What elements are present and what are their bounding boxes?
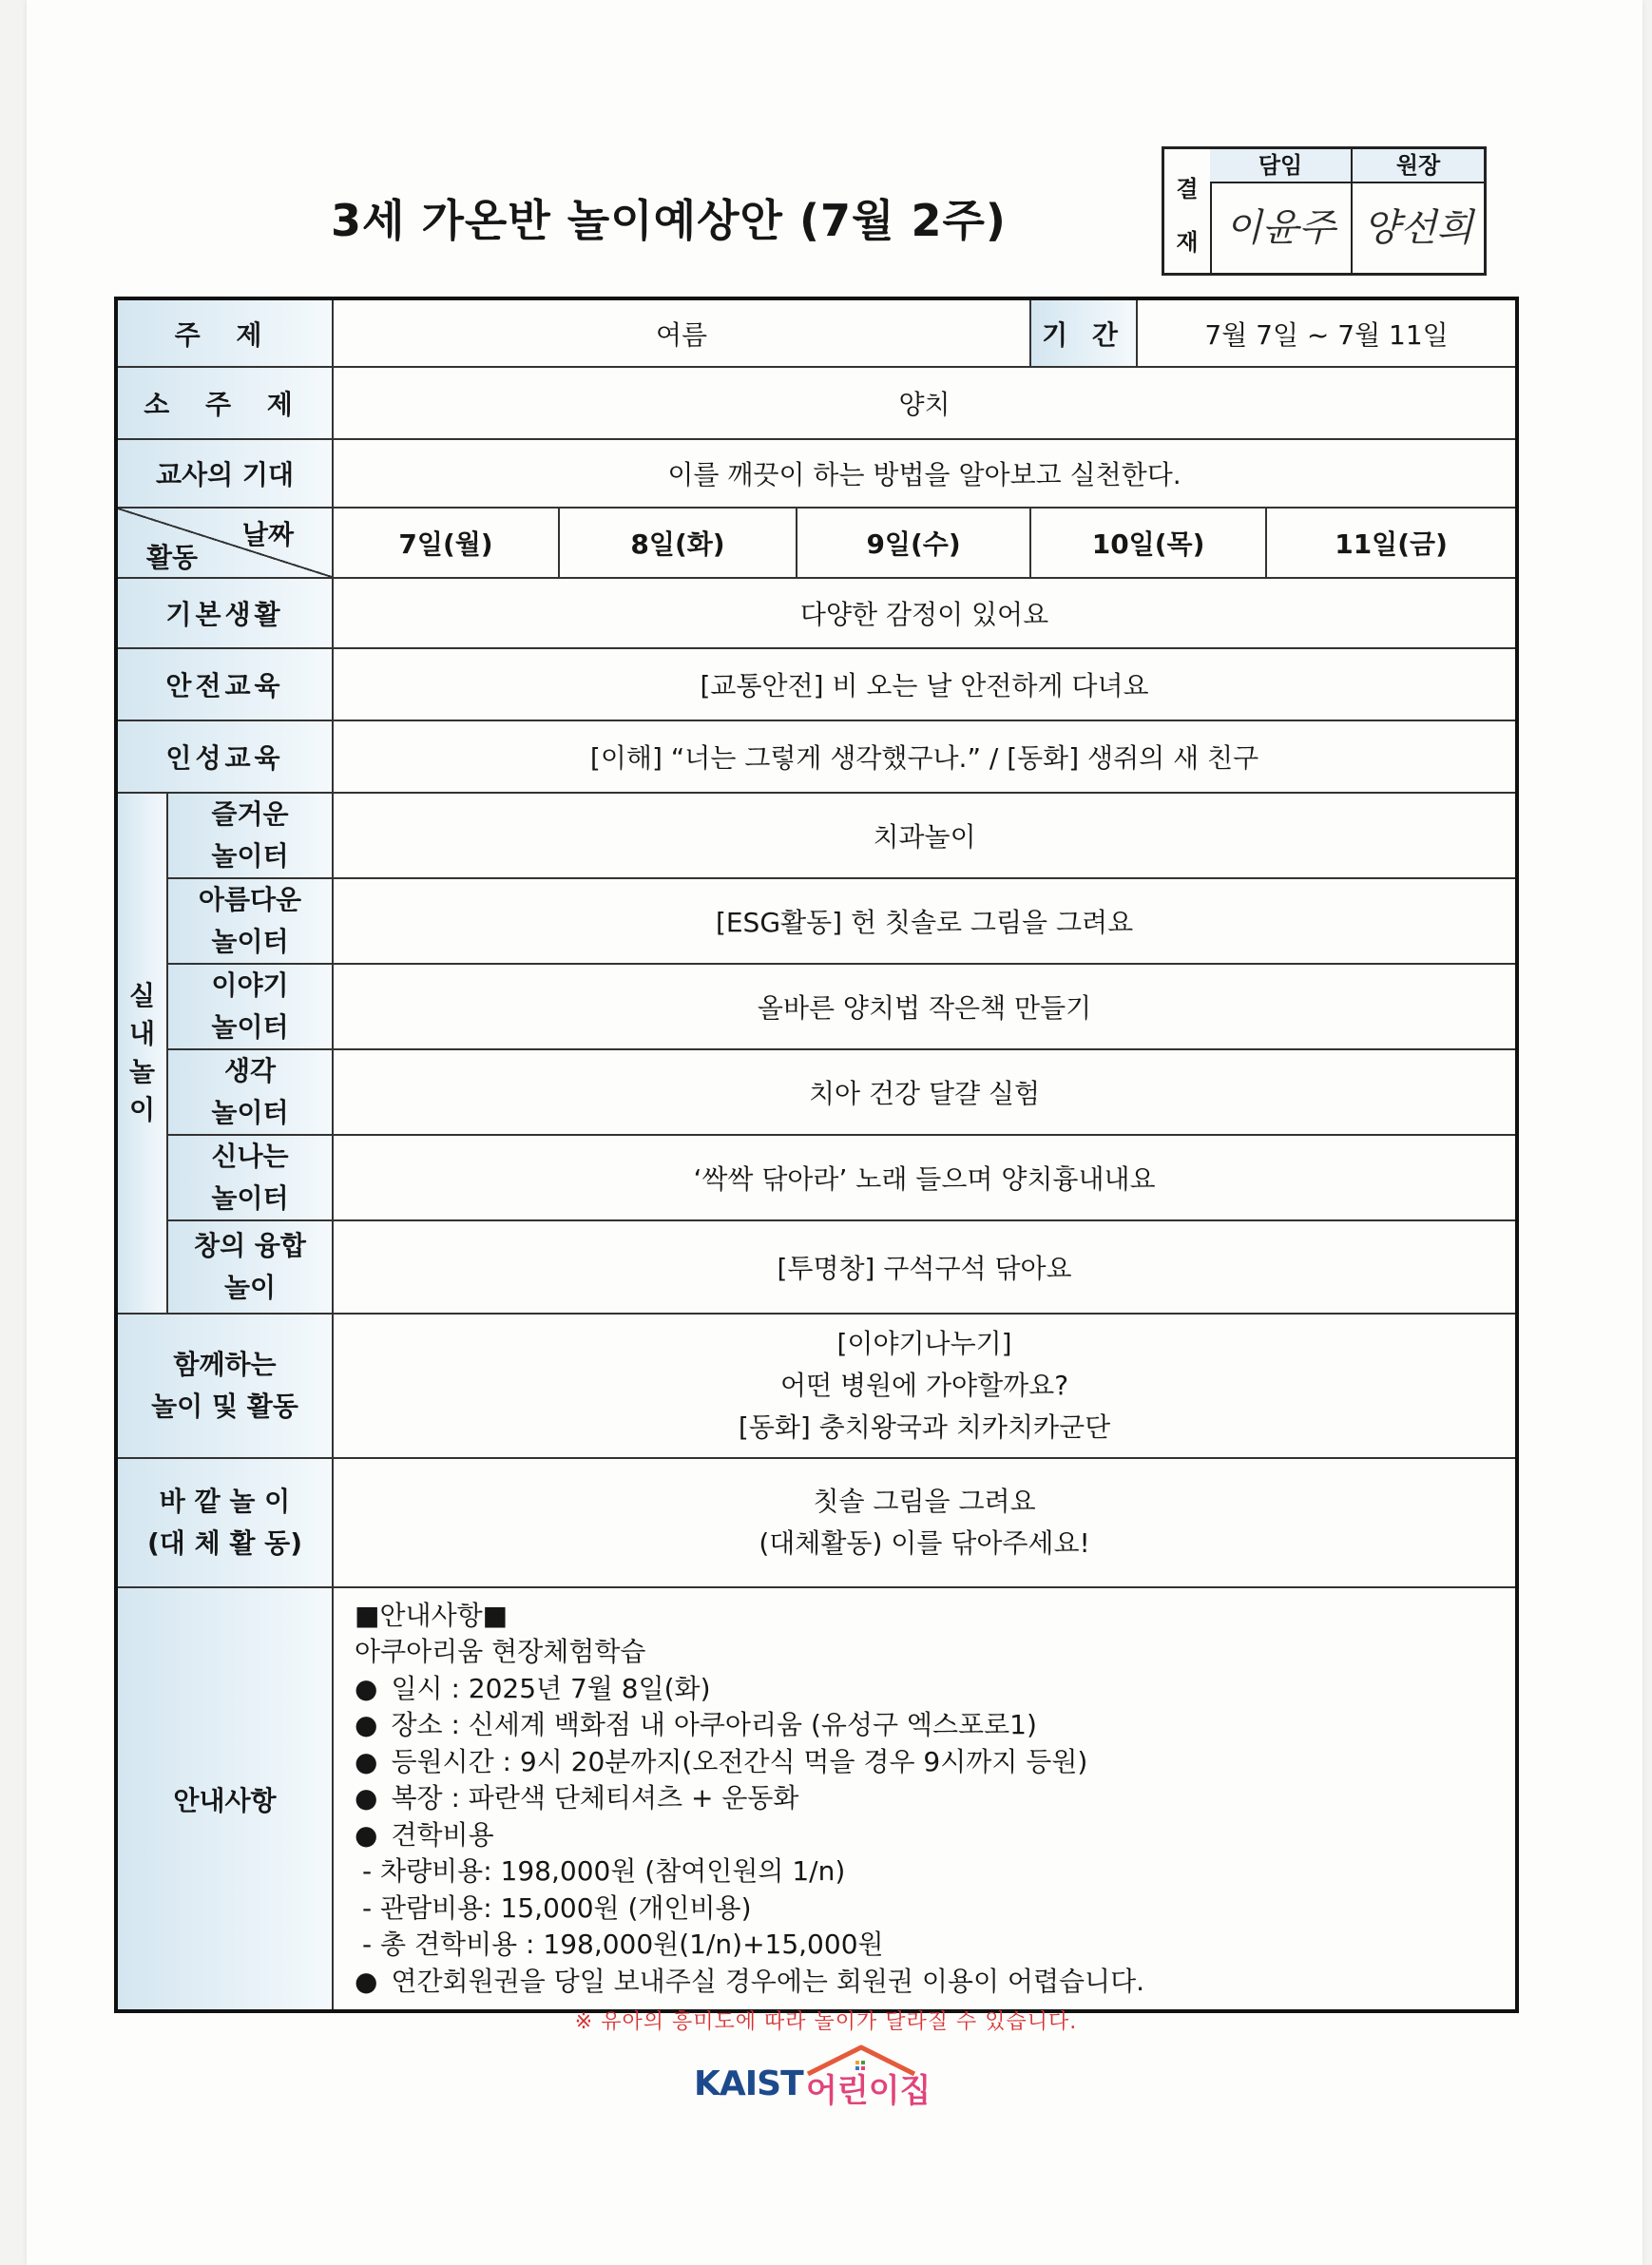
- theme-value: 여름: [333, 298, 1030, 367]
- notice-bullet: ● 견학비용: [355, 1817, 1494, 1854]
- approval-box: [1162, 146, 1487, 276]
- indoor-value-3: 올바른 양치법 작은책 만들기: [333, 964, 1517, 1049]
- date-row: [116, 508, 1517, 578]
- page-title: 3세 가온반 놀이예상안 (7월 2주): [331, 195, 1007, 246]
- notice-bullet: ● 연간회원권을 당일 보내주실 경우에는 회원권 이용이 어렵습니다.: [355, 1964, 1494, 2001]
- subtheme-label: 소 주 제: [116, 367, 333, 439]
- indoor-value-5: ‘싹싹 닦아라’ 노래 들으며 양치흉내내요: [333, 1135, 1517, 1220]
- date-header-cell: [116, 508, 333, 578]
- notice-bullet: ● 장소 : 신세계 백화점 내 아쿠아리움 (유성구 엑스포로1): [355, 1707, 1494, 1744]
- character-row: [116, 720, 1517, 793]
- theme-label: 주 제: [116, 298, 333, 367]
- indoor-label: 실 내 놀 이: [116, 793, 167, 1314]
- outdoor-row: [116, 1458, 1517, 1587]
- character-value: [이해] “너는 그렇게 생각했구나.” / [동화] 생쥐의 새 친구: [333, 720, 1517, 793]
- notice-label: 안내사항: [116, 1587, 333, 2011]
- expectation-value: 이를 깨끗이 하는 방법을 알아보고 실천한다.: [333, 439, 1517, 508]
- indoor-area-4: 생각 놀이터: [167, 1049, 333, 1135]
- basic-life-label: 기본생활: [116, 578, 333, 648]
- activity-label: 활동: [146, 542, 199, 573]
- basic-life-row: [116, 578, 1517, 648]
- together-value: [이야기나누기] 어떤 병원에 가야할까요? [동화] 충치왕국과 치카치카군단: [333, 1314, 1517, 1458]
- indoor-value-6: [투명창] 구석구석 닦아요: [333, 1220, 1517, 1314]
- approval-label-1: 결: [1176, 176, 1199, 202]
- indoor-value-2: [ESG활동] 헌 칫솔로 그림을 그려요: [333, 878, 1517, 964]
- indoor-area-6: 창의 융합 놀이: [167, 1220, 333, 1314]
- approval-teacher: [1210, 149, 1353, 273]
- together-row: [116, 1314, 1517, 1458]
- indoor-row-4: [116, 1049, 1517, 1135]
- notice-cost: - 차량비용: 198,000원 (참여인원의 1/n): [362, 1855, 846, 1888]
- day-fri: 11일(금): [1266, 508, 1517, 578]
- basic-life-value: 다양한 감정이 있어요: [333, 578, 1517, 648]
- indoor-row-3: [116, 964, 1517, 1049]
- character-label: 인성교육: [116, 720, 333, 793]
- plan-table: [114, 297, 1519, 2013]
- indoor-value-4: 치아 건강 달걀 실험: [333, 1049, 1517, 1135]
- expectation-label: 교사의 기대: [116, 439, 333, 508]
- indoor-area-2: 아름다운 놀이터: [167, 878, 333, 964]
- footer-note: ※ 유아의 흥미도에 따라 놀이가 달라질 수 있습니다.: [574, 2010, 1078, 2034]
- director-signature: 양선희: [1363, 206, 1473, 250]
- theme-row: [116, 298, 1517, 367]
- together-label: 함께하는 놀이 및 활동: [116, 1314, 333, 1458]
- indoor-area-1: 즐거운 놀이터: [167, 793, 333, 878]
- indoor-value-1: 치과놀이: [333, 793, 1517, 878]
- day-tue: 8일(화): [559, 508, 797, 578]
- day-mon: 7일(월): [333, 508, 559, 578]
- indoor-area-3: 이야기 놀이터: [167, 964, 333, 1049]
- teacher-signature: 이윤주: [1225, 206, 1335, 250]
- period-label: 기 간: [1030, 298, 1137, 367]
- notice-heading: ■안내사항■: [355, 1599, 509, 1631]
- expectation-row: [116, 439, 1517, 508]
- notice-row: [116, 1587, 1517, 2011]
- day-wed: 9일(수): [797, 508, 1030, 578]
- kaist-kindergarten-logo: [694, 2042, 979, 2108]
- outdoor-value: 칫솔 그림을 그려요 (대체활동) 이를 닦아주세요!: [333, 1458, 1517, 1587]
- approval-director: [1353, 149, 1484, 273]
- safety-row: [116, 648, 1517, 720]
- notice-subheading: 아쿠아리움 현장체험학습: [355, 1636, 646, 1668]
- safety-label: 안전교육: [116, 648, 333, 720]
- indoor-row-1: [116, 793, 1517, 878]
- notice-cost: - 관람비용: 15,000원 (개인비용): [362, 1891, 752, 1924]
- date-label: 날짜: [241, 519, 295, 550]
- subtheme-value: 양치: [333, 367, 1517, 439]
- subtheme-row: [116, 367, 1517, 439]
- director-header: 원장: [1353, 149, 1484, 183]
- day-thu: 10일(목): [1030, 508, 1266, 578]
- indoor-area-5: 신나는 놀이터: [167, 1135, 333, 1220]
- notice-content: [333, 1587, 1517, 2011]
- approval-label-2: 재: [1176, 229, 1199, 256]
- period-value: 7월 7일 ~ 7월 11일: [1137, 298, 1517, 367]
- indoor-row-6: [116, 1220, 1517, 1314]
- indoor-row-5: [116, 1135, 1517, 1220]
- notice-cost: - 총 견학비용 : 198,000원(1/n)+15,000원: [362, 1929, 884, 1961]
- safety-value: [교통안전] 비 오는 날 안전하게 다녀요: [333, 648, 1517, 720]
- logo-name: 어린이집: [806, 2072, 932, 2110]
- notice-bullet: ● 등원시간 : 9시 20분까지(오전간식 먹을 경우 9시까지 등원): [355, 1744, 1494, 1781]
- notice-bullet: ● 복장 : 파란색 단체티셔츠 + 운동화: [355, 1780, 1494, 1817]
- outdoor-label: 바 깥 놀 이 (대 체 활 동): [116, 1458, 333, 1587]
- logo-brand: KAIST: [694, 2064, 803, 2103]
- notice-bullet: ● 일시 : 2025년 7월 8일(화): [355, 1671, 1494, 1708]
- teacher-header: 담임: [1210, 149, 1351, 183]
- indoor-row-2: [116, 878, 1517, 964]
